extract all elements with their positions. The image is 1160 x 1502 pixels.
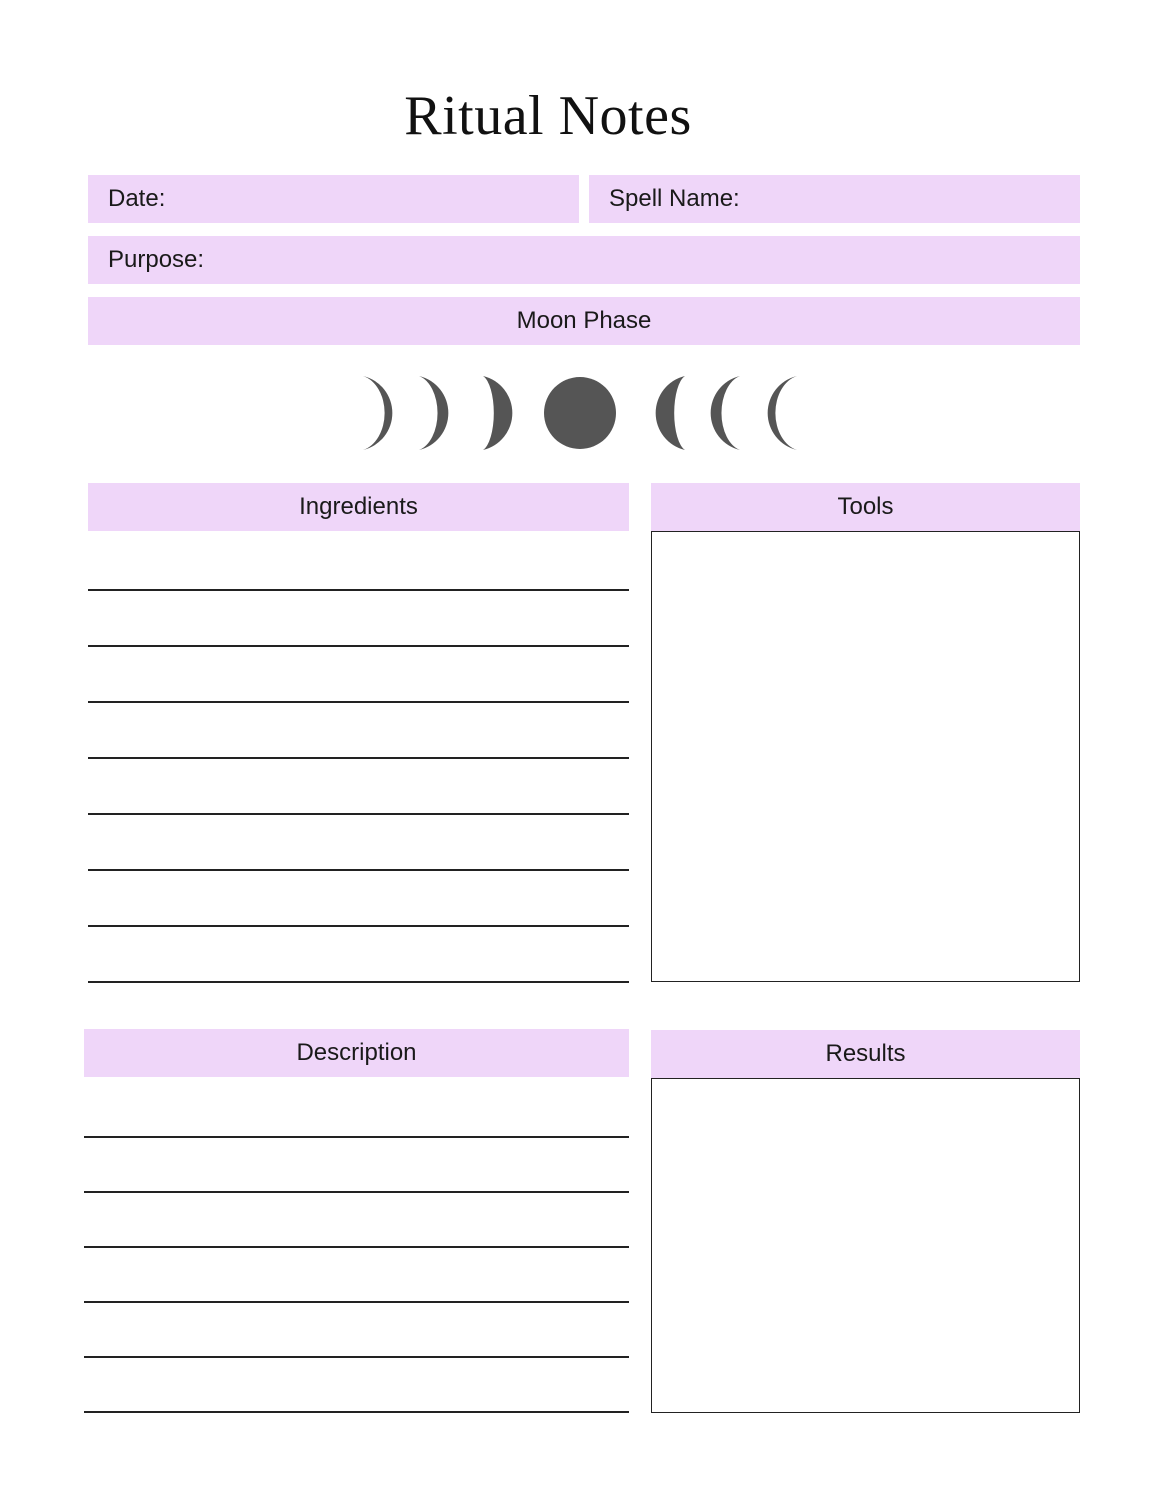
- writing-line[interactable]: [88, 925, 629, 927]
- page-title: Ritual Notes: [404, 85, 692, 147]
- ingredients-heading: [88, 483, 629, 531]
- description-heading: [84, 1029, 629, 1077]
- ingredients-label: Ingredients: [299, 493, 418, 520]
- spell-name-field[interactable]: [589, 175, 1080, 223]
- purpose-field[interactable]: [88, 236, 1080, 284]
- date-label: Date:: [108, 185, 166, 212]
- moon-phases-row: [355, 372, 805, 454]
- results-box[interactable]: [651, 1078, 1080, 1413]
- waning-gibbous-icon: [483, 376, 512, 450]
- writing-line[interactable]: [88, 981, 629, 983]
- date-field[interactable]: [88, 175, 579, 223]
- writing-line[interactable]: [84, 1136, 629, 1138]
- results-heading: [651, 1030, 1080, 1078]
- writing-line[interactable]: [84, 1301, 629, 1303]
- spell-name-label: Spell Name:: [609, 185, 740, 212]
- full-moon-icon: [544, 377, 616, 449]
- waxing-crescent-icon: [711, 376, 740, 450]
- tools-heading: [651, 483, 1080, 531]
- purpose-label: Purpose:: [108, 246, 205, 273]
- writing-line[interactable]: [84, 1411, 629, 1413]
- waning-crescent-icon: [363, 376, 392, 450]
- moon-phase-label: Moon Phase: [516, 307, 652, 334]
- waning-crescent-icon: [419, 376, 448, 450]
- writing-line[interactable]: [88, 813, 629, 815]
- writing-line[interactable]: [84, 1191, 629, 1193]
- writing-line[interactable]: [84, 1356, 629, 1358]
- writing-line[interactable]: [88, 869, 629, 871]
- tools-label: Tools: [837, 493, 894, 520]
- waxing-crescent-icon: [768, 376, 797, 450]
- writing-line[interactable]: [84, 1246, 629, 1248]
- writing-line[interactable]: [88, 645, 629, 647]
- description-label: Description: [296, 1039, 417, 1066]
- waxing-gibbous-icon: [656, 376, 685, 450]
- results-label: Results: [825, 1040, 906, 1067]
- writing-line[interactable]: [88, 757, 629, 759]
- moon-phase-heading: [88, 297, 1080, 345]
- tools-box[interactable]: [651, 531, 1080, 982]
- writing-line[interactable]: [88, 589, 629, 591]
- writing-line[interactable]: [88, 701, 629, 703]
